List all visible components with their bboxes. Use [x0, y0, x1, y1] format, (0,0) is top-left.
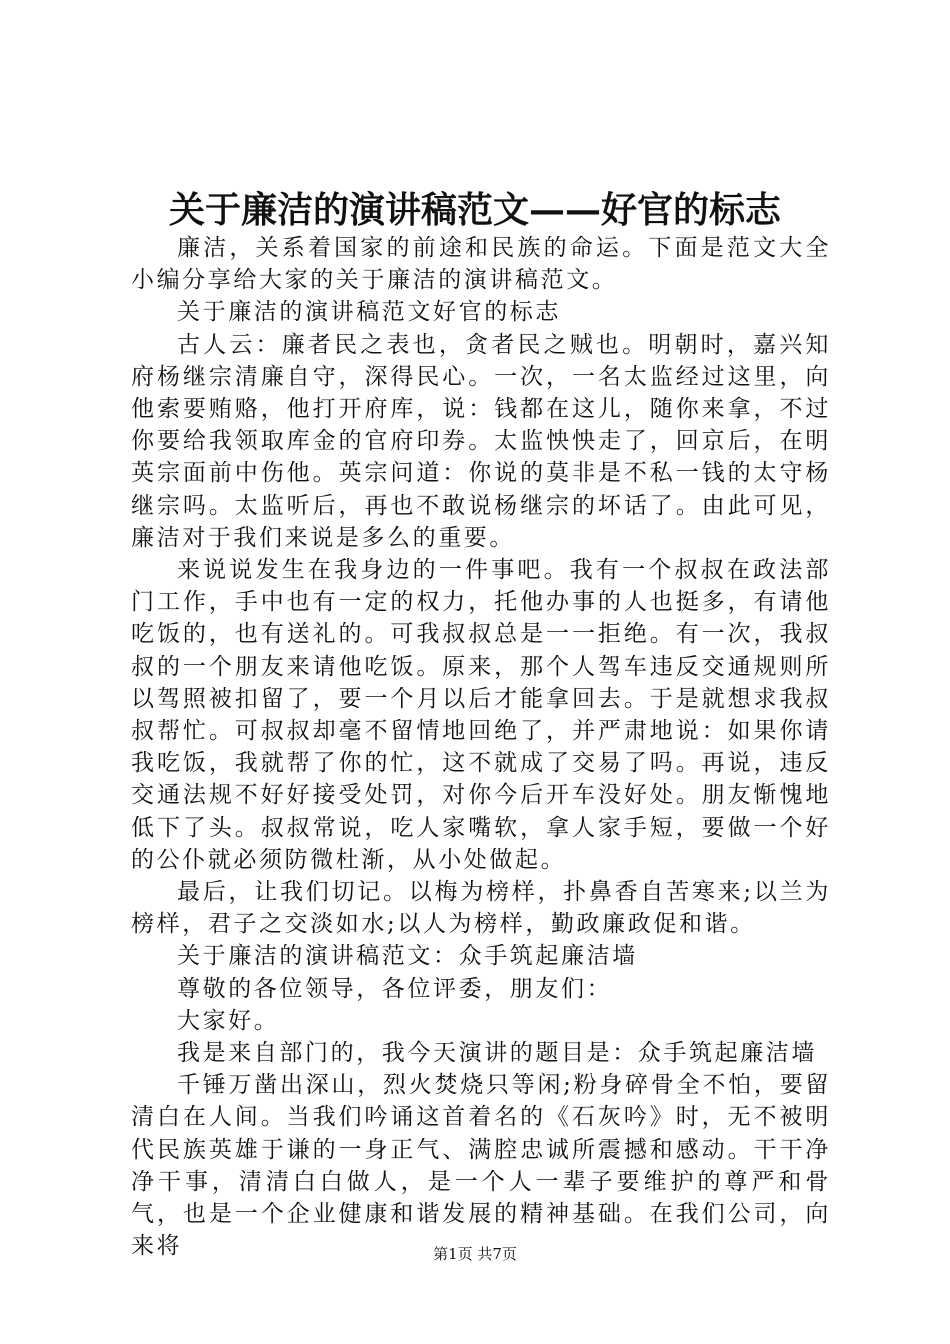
paragraph-subheading-2: 关于廉洁的演讲稿范文：众手筑起廉洁墙	[177, 943, 638, 970]
paragraph-ancient-story: 古人云：廉者民之表也，贪者民之贼也。明朝时，嘉兴知府杨继宗清廉自守，深得民心。一次，一名太监经过这里，向他索要贿赂，他打开府库，说：钱都在这儿，随你来拿，不过你要给我领取库金的官府印券。太监怏怏走了，回京后，在明英宗面前中伤他。英宗问道：你说的莫非是不私一钱的太守杨继宗吗。太监听后，再也不敢说杨继宗的坏话了。由此可见，廉洁对于我们来说是多么的重要。	[131, 331, 831, 551]
paragraph-poem: 千锤万凿出深山，烈火焚烧只等闲;粉身碎骨全不怕，要留清白在人间。当我们吟诵这首着名的《石灰吟》时，无不被明代民族英雄于谦的一身正气、满腔忠诚所震撼和感动。干干净净干事，清清白白做人，是一个人一辈子要维护的尊严和骨气，也是一个企业健康和谐发展的精神基础。在我们公司，向来将	[131, 1072, 831, 1260]
paragraph-intro: 廉洁，关系着国家的前途和民族的命运。下面是范文大全小编分享给大家的关于廉洁的演讲稿范文。	[131, 235, 831, 294]
document-body	[131, 232, 831, 1263]
paragraph-uncle-story: 来说说发生在我身边的一件事吧。我有一个叔叔在政法部门工作，手中也有一定的权力，托他办事的人也挺多，有请他吃饭的，也有送礼的。可我叔叔总是一一拒绝。有一次，我叔叔的一个朋友来请他吃饭。原来，那个人驾车违反交通规则所以驾照被扣留了，要一个月以后才能拿回去。于是就想求我叔叔帮忙。可叔叔却毫不留情地回绝了，并严肃地说：如果你请我吃饭，我就帮了你的忙，这不就成了交易了吗。再说，违反交通法规不好好接受处罚，对你今后开车没好处。朋友惭愧地低下了头。叔叔常说，吃人家嘴软，拿人家手短，要做一个好的公仆就必须防微杜渐，从小处做起。	[131, 557, 831, 873]
paragraph-greeting: 尊敬的各位领导，各位评委，朋友们：	[177, 975, 613, 1002]
page-number: 第1页 共7页	[433, 1245, 517, 1263]
paragraph-hello: 大家好。	[177, 1007, 280, 1034]
document-title: 关于廉洁的演讲稿范文——好官的标志	[168, 189, 781, 231]
paragraph-subheading-1: 关于廉洁的演讲稿范文好官的标志	[177, 299, 561, 326]
paragraph-topic: 我是来自部门的，我今天演讲的题目是：众手筑起廉洁墙	[177, 1040, 817, 1067]
paragraph-conclusion: 最后，让我们切记。以梅为榜样，扑鼻香自苦寒来;以兰为榜样，君子之交淡如水;以人为榜样，勤政廉政促和谐。	[131, 879, 831, 938]
